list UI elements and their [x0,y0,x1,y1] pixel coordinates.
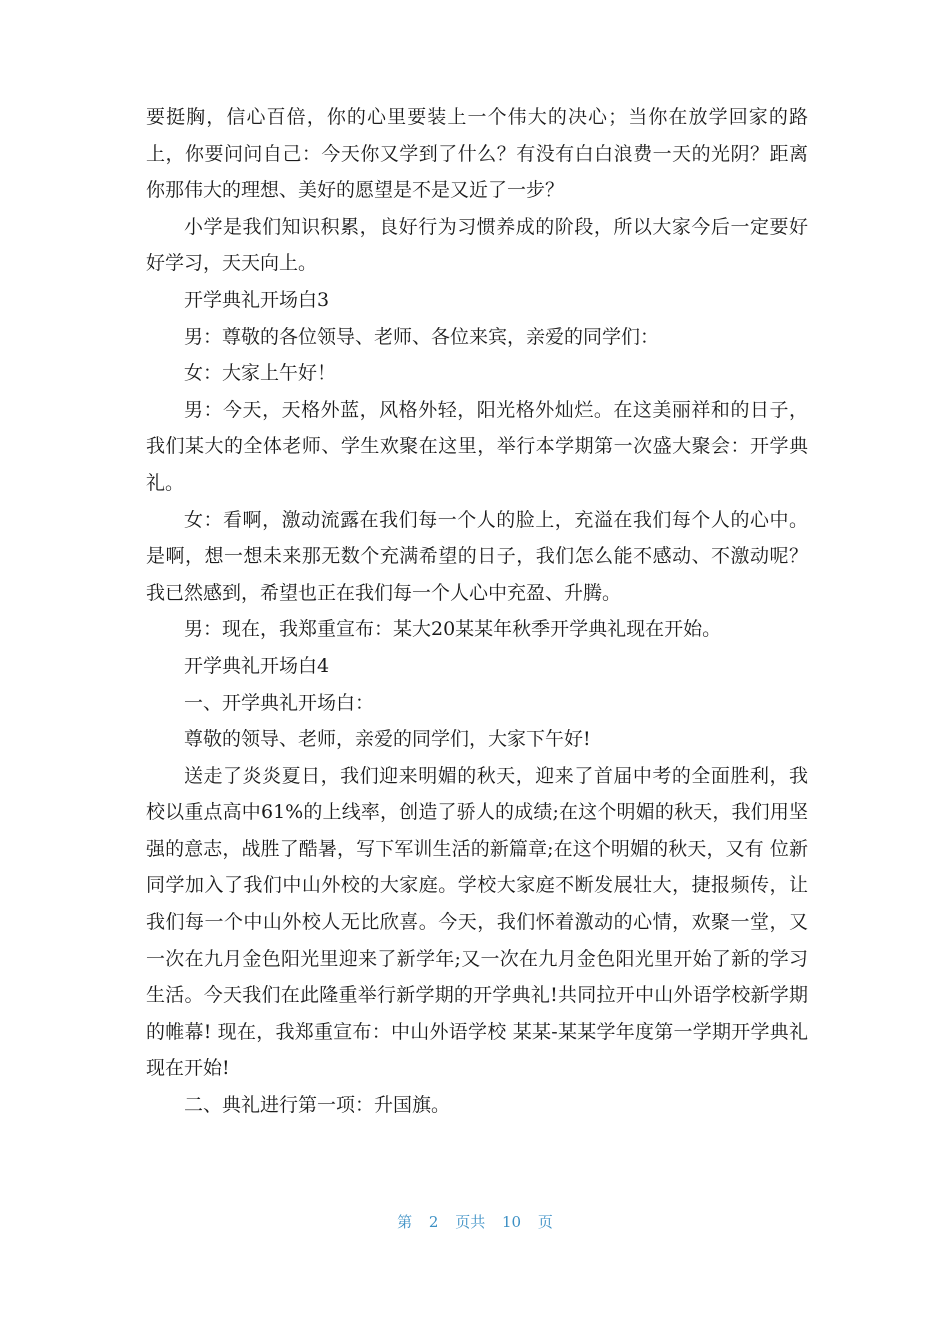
footer-current-page: 2 [428,1213,439,1231]
paragraph: 二、典礼进行第一项：升国旗。 [184,1094,451,1117]
paragraph: 开学典礼开场白3 [184,288,330,311]
paragraph: 女：大家上午好！ [184,362,337,385]
paragraph: 开学典礼开场白4 [184,654,330,677]
paragraph: 尊敬的领导、老师，亲爱的同学们，大家下午好! [184,728,591,751]
footer-middle: 页共 [455,1213,486,1231]
paragraph: 男：尊敬的各位领导、老师、各位来宾，亲爱的同学们： [184,325,660,348]
footer-prefix: 第 [397,1213,413,1231]
footer-total-pages: 10 [502,1213,522,1231]
page-footer [0,1211,950,1232]
paragraph: 男：今天，天格外蓝，风格外轻，阳光格外灿烂。在这美丽祥和的日子，我们某大的全体老师、学生欢聚在这里，举行本学期第一次盛大聚会：开学典礼。 [146,398,808,494]
paragraph: 小学是我们知识积累，良好行为习惯养成的阶段，所以大家今后一定要好好学习，天天向上。 [146,215,808,275]
paragraph: 一、开学典礼开场白： [184,691,375,714]
footer-suffix: 页 [537,1213,553,1231]
paragraph: 要挺胸，信心百倍，你的心里要装上一个伟大的决心；当你在放学回家的路上，你要问问自己：今天你又学到了什么？有没有白白浪费一天的光阴？距离你那伟大的理想、美好的愿望是不是又近了一步？ [146,106,808,202]
document-body [146,99,808,1124]
paragraph: 男：现在，我郑重宣布：某大20某某年秋季开学典礼现在开始。 [184,618,722,641]
paragraph: 女：看啊，激动流露在我们每一个人的脸上，充溢在我们每个人的心中。是啊，想一想未来那无数个充满希望的日子，我们怎么能不感动、不激动呢？我已然感到，希望也正在我们每一个人心中充盈、升腾。 [146,508,808,604]
paragraph: 送走了炎炎夏日，我们迎来明媚的秋天，迎来了首届中考的全面胜利，我校以重点高中61%的上线率，创造了骄人的成绩;在这个明媚的秋天，我们用坚强的意志，战胜了酷暑，写下军训生活的新篇章;在这个明媚的秋天，又有 位新同学加入了我们中山外校的大家庭。学校大家庭不断发展壮大，捷报频传，让我们每一个中山外校人无比欣喜。今天，我们怀着激动的心情，欢聚一堂，又一次在九月金色阳光里迎来了新学年;又一次在九月金色阳光里开始了新的学习生活。今天我们在此隆重举行新学期的开学典礼!共同拉开中山外语学校新学期的帷幕! 现在，我郑重宣布：中山外语学校 某某-某某学年度第一学期开学典礼现在开始! [146,764,808,1080]
